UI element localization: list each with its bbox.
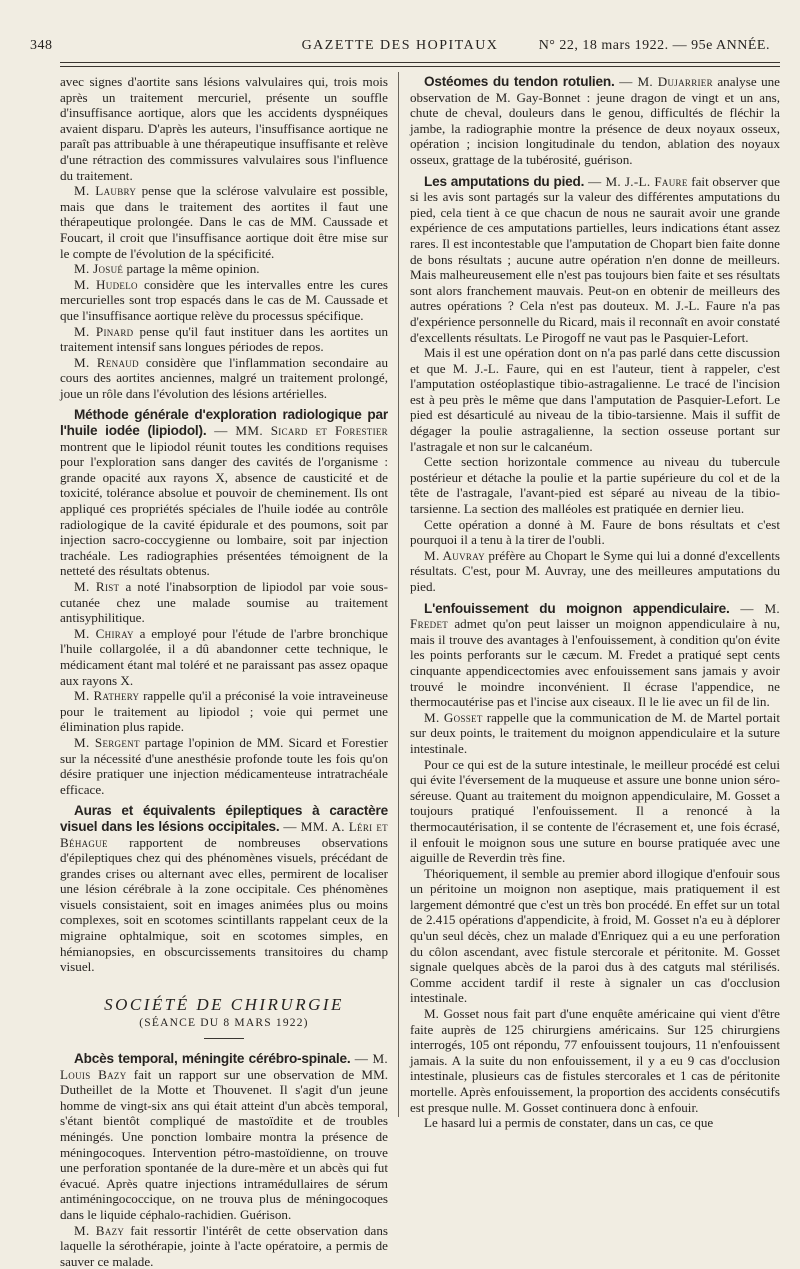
author-name: M. Auvray xyxy=(424,547,485,563)
header-rule-thin xyxy=(60,66,780,67)
paragraph-text: montrent que le lipiodol réunit toutes les conditions requises pour l'exploration sans danger des cavités de l'organisme : grande opacité aux rayons X, absence de causticité et de toxicité, tolérance absolue et pouvoir de cheminement. Ils ont appliqué ces propriétés spéciales de l'huile iodée au contrôle radiologique de la cavité épidurale et des poumons, soit par injection sacro-coccygienne ou lombaire, soit par injection trachéale. Les radiographies présentées témoignent de la netteté des résultats obtenus. xyxy=(60,438,388,579)
paragraph xyxy=(60,355,388,402)
paragraph xyxy=(410,1115,780,1131)
paragraph-text: M. Gosset nous fait part d'une enquête américaine qui vient d'être faite auprès de 125 chirurgiens américains. Sur 125 chirurgiens interrogés, 105 ont répondu, 77 enfouissent toujours, 11 n'enfouissent jamais. A la suite du non enfouissement, il y a eu 9 cas d'occlusion intestinale, plusieurs cas de fistules stercorales et 1 cas de péritonite mortelle. Après enfouissement, la proportion des accidents consécutifs est presque nulle. M. Gosset continuera donc à enfouir. xyxy=(410,1006,780,1115)
author-name: — M. J.-L. Faure xyxy=(584,173,688,189)
article-heading: L'enfouissement du moignon appendiculaire. xyxy=(424,600,730,616)
paragraph-text: préfère au Chopart le Syme qui lui a donné d'excellents résultats. C'est, pour M. Auvray, une des meilleures amputations du pied. xyxy=(410,547,780,594)
article-heading: Abcès temporal, méningite cérébro-spinale. xyxy=(74,1051,351,1067)
paragraph xyxy=(410,454,780,516)
author-name: — MM. A. Léri et Béhague xyxy=(60,818,388,850)
paragraph-text: considère que l'inflammation secondaire au cours des aortites anciennes, malgré un traitement prolongé, joue un rôle dans l'évolution des lésions artérielles. xyxy=(60,354,389,401)
article-enfouissement xyxy=(410,601,780,710)
paragraph-text: partage la même opinion. xyxy=(123,261,260,277)
paragraph-text: a noté l'inabsorption de lipiodol par voie sous-cutanée chez une malade soumise au traitement antisyphilitique. xyxy=(60,579,388,626)
article-heading: Auras et équivalents épileptiques à caractère visuel dans les lésions occipitales. xyxy=(60,803,388,834)
author-name: M. Bazy xyxy=(74,1222,125,1238)
paragraph-text: Le hasard lui a permis de constater, dans un cas, ce que xyxy=(424,1115,714,1131)
paragraph-text: rappelle que la communication de M. de Martel portait sur deux points, le traitement du moignon appendiculaire et la suture intestinale. xyxy=(410,709,780,756)
paragraph-text: fait un rapport sur une observation de MM. Dutheillet de la Motte et Thouvenet. Il s'agit d'un jeune homme de vingt-six ans qui était atteint d'un abcès temporal, s'étant bientôt compliqué de mastoïdite et de troubles méningés. Une ponction lombaire montra la présence de méningocoques. Intervention pétro-mastoïdienne, on trouve une perforation spontanée de la dure-mère et un abcès qui fut évacué. Après quatre injections intramédullaires de sérum antiméningococcique, on ne trouva plus de méningocoques dans le liquide céphalo-rachidien. Guérison. xyxy=(60,1066,388,1222)
paragraph xyxy=(60,74,388,183)
paragraph-text: avec signes d'aortite sans lésions valvulaires qui, trois mois après un traitement mercuriel, présente un souffle d'insuffisance aortique, alors que les accidents dyspnéiques avaient disparu. D'après les auteurs, l'insuffisance aortique ne paraît pas attribuable à une thérapeutique insuffisante et relève d'une rétraction des commissures valvulaires sous l'influence du traitement. xyxy=(60,74,388,183)
article-lipiodol xyxy=(60,407,388,579)
paragraph-text: admet qu'on peut laisser un moignon appendiculaire à nu, mais il trouve des avantages à l'enfouissement, à condition qu'on évite les points perforants sur le cæcum. M. Fredet a pratiqué sept cents cinquante appendicectomies avec enfouissement sans jamais y avoir trouvé le moindre inconvénient. Il écrase l'appendice, ne thermocautérise pas et l'incise aux ciseaux. Il le lie avec un fil de lin. xyxy=(410,616,780,710)
paragraph xyxy=(60,579,388,626)
paragraph-text: fait ressortir l'intérêt de cette observation dans laquelle la sérothérapie, jointe à l'acte opératoire, a permis de sauver ce malade. xyxy=(60,1222,388,1269)
paragraph xyxy=(60,183,388,261)
paragraph-text: Cette section horizontale commence au niveau du tubercule postérieur et détache la poulie et la partie supérieure du col et de la tête de l'astragale, l'avant-pied est séparé au niveau de la tibio-tarsienne. La section des malléoles est pratiquée en dernier lieu. xyxy=(410,454,780,517)
paragraph xyxy=(410,757,780,866)
header-rule xyxy=(60,62,780,63)
section-rule xyxy=(204,1038,244,1039)
paragraph-text: partage l'opinion de MM. Sicard et Forestier sur la nécessité d'une anesthésie profonde toute les fois qu'on désire pratiquer une injection médicamenteuse intratrachéale efficace. xyxy=(60,734,389,797)
author-name: — M. Louis Bazy xyxy=(60,1051,388,1082)
paragraph-text: Mais il est une opération dont on n'a pas parlé dans cette discussion et que M. J.-L. Faure, qui en est l'auteur, tient à rappeler, c'est l'amputation ostéoplastique tibio-astragalienne. Le tracé de l'incision est à peu près le même que dans l'amputation de Pasquier-Lefort. Le pied est désarticulé au niveau de la tibio-tarsienne. Mais il suffit de dégager la poulie astragalienne, la section osseuse portant sur l'astragale et non sur le calcanéum. xyxy=(410,345,780,454)
paragraph-text: fait observer que si les avis sont partagés sur la valeur des différentes amputations du pied, cela tient à ce que chacun de nous ne saurait avoir une grande expérience de ces amputations partielles, leurs indications étant assez rares. Il est incontestable que l'amputation de Chopart bien faite donne de bons résultats ; aucune autre opération n'en donne de meilleurs. Mais malheureusement elle n'est pas toujours bien faite et ses résultats sont alors franchement mauvais. Peut-on en obtenir de meilleurs des autres opérations ? Cela n'est pas douteux. M. J.-L. Faure n'a pas d'expérience personnelle du Ricard, mais il reconnaît en avoir constaté d'excellents résultats. Le Pirogoff ne vaut pas le Pasquier-Lefort. xyxy=(410,173,780,345)
issue-info: N° 22, 18 mars 1922. — 95e ANNÉE. xyxy=(538,38,770,53)
paragraph-text: pense qu'il faut instituer dans les aortites un traitement intensif sans longues périodes de repos. xyxy=(60,323,388,355)
paragraph-text: pense que la sclérose valvulaire est possible, mais que dans le traitement des aortites il faut une thérapeutique prolongée. Dans le cas de MM. Caussade et Foucart, il croit que l'insuffisance aortique doit être mise sur le compte de l'évolution de la spécificité. xyxy=(60,183,388,261)
paragraph xyxy=(410,866,780,1006)
paragraph-text: Pour ce qui est de la suture intestinale, le meilleur procédé est celui qui évite l'éversement de la muqueuse et assure une bonne union séro-séreuse. Quant au traitement du moignon appendiculaire, M. Gosset a toujours pratiqué l'enfouissement. Il a renoncé à la thermocautérisation, il se contente de l'écrasement et, une fois écrasé, il enfouit le moignon sous une suture en bourse pratiquée avec une aiguille de Reverdin très fine. xyxy=(410,756,780,866)
author-name: M. Josué xyxy=(74,261,124,277)
paragraph xyxy=(60,277,388,324)
article-heading: Les amputations du pied. xyxy=(424,173,585,189)
paragraph xyxy=(60,735,388,797)
author-name: — MM. Sicard et Forestier xyxy=(206,423,388,439)
paragraph-text: Cette opération a donné à M. Faure de bons résultats et c'est pourquoi il a tenu à la tirer de l'oubli. xyxy=(410,516,780,548)
article-heading: Méthode générale d'exploration radiologique par l'huile iodée (lipiodol). xyxy=(60,407,388,439)
article-auras xyxy=(60,803,388,975)
author-name: M. Renaud xyxy=(74,354,139,370)
paragraph xyxy=(410,548,780,595)
right-column xyxy=(410,74,780,1131)
page-number: 348 xyxy=(30,38,53,53)
column-divider xyxy=(398,72,399,1117)
author-name: M. Rathery xyxy=(74,688,140,704)
author-name: M. Hudelo xyxy=(74,276,138,292)
paragraph-text: rapportent de nombreuses observations d'épileptiques chez qui des phénomènes visuels, précédant de grandes crises ou alternant avec elles, permirent de localiser une lésion cérébrale à la zone occipitale. Ces phénomènes visuels consistaient, soit en images animées plus ou moins complexes, soit en scotomes scintillants rappelant ceux de la migraine ophtalmique, soit en scotomes simples, en hémianopsies, en obscurcissements transitoires du champ visuel. xyxy=(60,834,388,975)
author-name: M. Pinard xyxy=(74,323,134,339)
paragraph xyxy=(60,261,388,277)
author-name: M. Chiray xyxy=(74,625,134,641)
page-header xyxy=(30,38,770,60)
paragraph xyxy=(410,345,780,454)
left-column xyxy=(60,74,388,1269)
paragraph-text: a employé pour l'étude de l'arbre bronchique l'huile collargolée, il a dû abandonner cette technique, le médicament étant mal toléré et ne paraissant pas assez opaque aux rayons X. xyxy=(60,625,388,688)
paragraph xyxy=(60,324,388,355)
section-subtitle: (SÉANCE DU 8 MARS 1922) xyxy=(139,1017,309,1030)
author-name: M. Sergent xyxy=(74,734,140,750)
paragraph-text: rappelle qu'il a préconisé la voie intraveineuse pour le traitement au lipiodol ; voie qui permet une élimination plus rapide. xyxy=(60,688,388,735)
paragraph xyxy=(60,626,388,688)
author-name: — M. Fredet xyxy=(410,600,780,632)
paragraph-text: analyse une observation de M. Gay-Bonnet : jeune dragon de vingt et un ans, chute de cheval, douleurs dans le genou, difficultés de fléchir la jambe, la radiographie montre la présence de deux noyaux osseux, opération ; incision longitudinale du tendon, ablation des noyaux osseux, grattage de la tubérosité, guérison. xyxy=(410,74,780,167)
article-abces xyxy=(60,1051,388,1223)
author-name: M. Gosset xyxy=(424,709,483,725)
author-name: M. Laubry xyxy=(74,183,137,199)
article-amputations xyxy=(410,174,780,346)
journal-title: GAZETTE DES HOPITAUX xyxy=(301,38,499,53)
article-heading: Ostéomes du tendon rotulien. xyxy=(424,74,615,89)
paragraph-text: Théoriquement, il semble au premier abord illogique d'enfouir sous un péritoine un moignon non aseptique, mais pratiquement il est largement démontré que c'est un très bon procédé. En effet sur un total de 2.415 opérations d'appendicite, à froid, M. Gosset n'a eu à déplorer qu'un seul décès, chez un malade d'Enriquez qui a eu une perforation du côlon ascendant, avec fistule stercorale et péritonite. M. Gosset signale quelques abcès de la paroi dus à des catguts mal stérilisés. Comme accident tardif il reste à signaler un cas d'occlusion intestinale. xyxy=(410,865,780,1006)
paragraph xyxy=(410,1006,780,1115)
paragraph xyxy=(410,710,780,757)
section-title: SOCIÉTÉ DE CHIRURGIE xyxy=(104,994,344,1014)
paragraph xyxy=(60,688,388,735)
author-name: — M. Dujarrier xyxy=(614,74,713,89)
paragraph xyxy=(410,517,780,548)
article-osteomes xyxy=(410,74,780,168)
paragraph xyxy=(60,1223,388,1269)
author-name: M. Rist xyxy=(74,579,120,594)
paragraph-text: considère que les intervalles entre les cures mercurielles sont trop espacés dans le cas de M. Caussade et que l'insuffisance aortique relève du processus spécifique. xyxy=(60,276,388,323)
